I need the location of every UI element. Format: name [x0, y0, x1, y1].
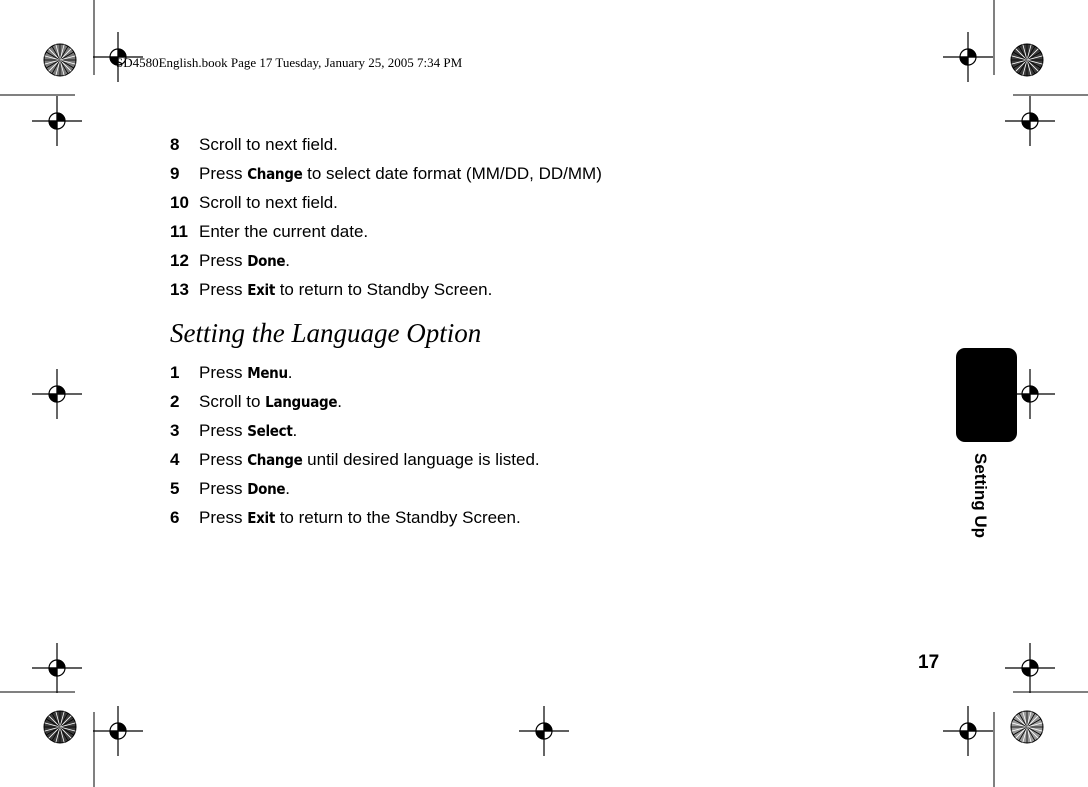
star-target-icon — [1011, 711, 1043, 743]
step-number: 2 — [170, 392, 180, 411]
step-number: 5 — [170, 479, 180, 498]
step-text: Scroll to next field. — [199, 193, 338, 212]
registration-mark-icon — [1005, 643, 1055, 693]
step-text: Press Change until desired language is listed. — [199, 450, 540, 469]
registration-mark-icon — [943, 706, 993, 756]
step-text: Press Done. — [199, 251, 290, 270]
step-number: 3 — [170, 421, 180, 440]
print-header-line: SD4580English.book Page 17 Tuesday, January 25, 2005 7:34 PM — [116, 55, 463, 70]
ui-key-change: Change — [247, 451, 303, 469]
ui-key-menu: Menu — [247, 364, 288, 382]
ui-key-language: Language — [265, 393, 338, 411]
step-text: Press Select. — [199, 421, 298, 440]
star-target-icon — [1011, 44, 1043, 76]
step-text: Press Change to select date format (MM/DD, DD/MM) — [199, 164, 602, 183]
ui-key-change: Change — [247, 165, 303, 183]
step-text: Enter the current date. — [199, 222, 369, 241]
registration-mark-icon — [519, 706, 569, 756]
step-text: Press Exit to return to the Standby Screen. — [199, 508, 521, 527]
star-target-icon — [44, 44, 76, 76]
registration-mark-icon — [93, 706, 143, 756]
registration-mark-icon — [1005, 96, 1055, 146]
step-number: 10 — [170, 193, 189, 212]
step-number: 12 — [170, 251, 189, 270]
registration-mark-icon — [32, 643, 82, 693]
registration-mark-icon — [32, 369, 82, 419]
step-number: 9 — [170, 164, 180, 183]
ui-key-done: Done — [247, 480, 286, 498]
step-number: 4 — [170, 450, 180, 469]
step-text: Press Done. — [199, 479, 290, 498]
ui-key-exit: Exit — [247, 509, 275, 527]
page-number: 17 — [918, 652, 940, 673]
step-number: 1 — [170, 363, 180, 382]
step-text: Press Exit to return to Standby Screen. — [199, 280, 493, 299]
ui-key-exit: Exit — [247, 281, 275, 299]
star-target-icon — [44, 711, 76, 743]
section-heading: Setting the Language Option — [170, 318, 482, 348]
registration-mark-icon — [32, 96, 82, 146]
step-text: Scroll to Language. — [199, 392, 342, 411]
step-text: Press Menu. — [199, 363, 293, 382]
step-number: 6 — [170, 508, 180, 527]
chapter-tab-label: Setting Up — [971, 453, 990, 538]
step-text: Scroll to next field. — [199, 135, 338, 154]
step-number: 8 — [170, 135, 180, 154]
registration-mark-icon — [943, 32, 993, 82]
chapter-tab — [956, 348, 1017, 442]
ui-key-select: Select — [247, 422, 293, 440]
ui-key-done: Done — [247, 252, 286, 270]
step-number: 11 — [170, 222, 188, 241]
step-number: 13 — [170, 280, 189, 299]
